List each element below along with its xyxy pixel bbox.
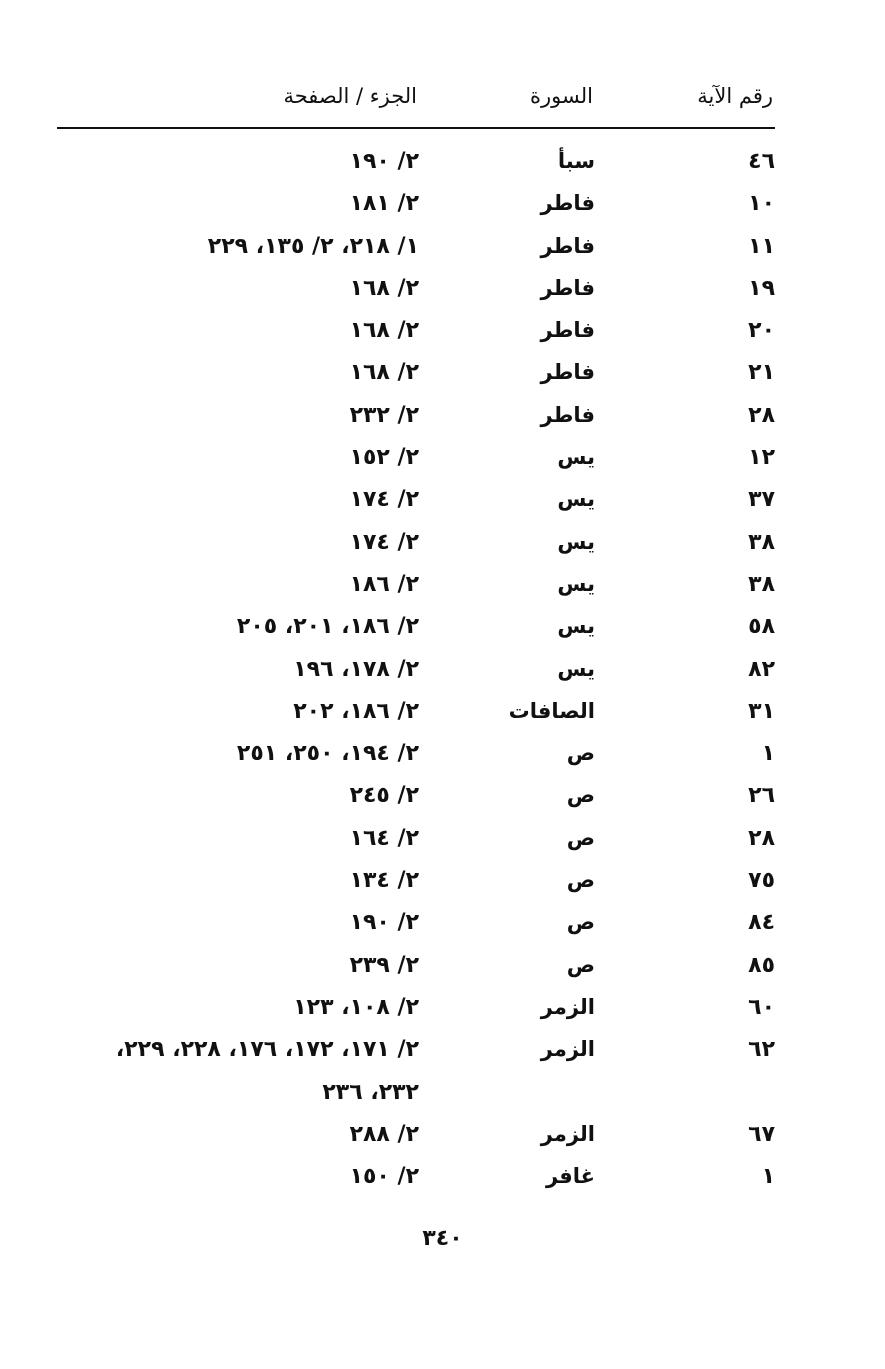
surah-name: فاطر xyxy=(540,360,595,385)
ayah-number: ٨٤ xyxy=(748,910,775,936)
surah-name: فاطر xyxy=(540,318,595,343)
surah-name: ص xyxy=(566,952,595,977)
surah-name: الزمر xyxy=(540,994,595,1019)
volume-page-ref: ٢/ ١٣٤ xyxy=(349,868,419,894)
volume-page-ref: ٢/ ١٨٦، ٢٠١، ٢٠٥ xyxy=(236,614,419,640)
volume-page-ref: ٢/ ١٧١، ١٧٢، ١٧٦، ٢٢٨، ٢٢٩، xyxy=(115,1037,419,1063)
volume-page-ref: ٢/ ٢٣٩ xyxy=(349,952,419,978)
ayah-number: ٤٦ xyxy=(748,149,775,174)
surah-name: يس xyxy=(557,656,595,681)
surah-name: الزمر xyxy=(540,1121,595,1146)
page-number: ٣٤٠ xyxy=(422,1226,463,1251)
volume-page-ref: ٢/ ١٠٨، ١٢٣ xyxy=(293,994,419,1020)
volume-page-ref: ٢/ ٢٣٢ xyxy=(349,402,419,428)
ayah-number: ٨٢ xyxy=(748,656,775,682)
surah-name: فاطر xyxy=(540,191,595,216)
volume-page-ref: ٢/ ١٦٨ xyxy=(349,360,419,386)
ayah-number: ٦٠ xyxy=(748,994,775,1020)
table-row xyxy=(0,610,885,652)
table-row xyxy=(0,1160,885,1202)
ayah-number: ٦٢ xyxy=(748,1037,775,1063)
table-row xyxy=(0,483,885,525)
table-row xyxy=(0,737,885,779)
table-row-continuation xyxy=(0,1076,885,1118)
table-row xyxy=(0,356,885,398)
ayah-number: ١٠ xyxy=(748,191,775,217)
surah-name: ص xyxy=(566,910,595,935)
volume-page-ref: ٢/ ١٦٤ xyxy=(349,825,419,851)
volume-page-ref: ٢/ ٢٤٥ xyxy=(349,783,419,809)
surah-name: يس xyxy=(557,571,595,596)
surah-name: فاطر xyxy=(540,275,595,300)
table-row xyxy=(0,230,885,272)
surah-name: غافر xyxy=(545,1164,595,1189)
table-row xyxy=(0,526,885,568)
table-row xyxy=(0,695,885,737)
surah-name: ص xyxy=(566,868,595,893)
ayah-number: ١ xyxy=(761,741,775,767)
header-divider xyxy=(57,127,775,129)
ayah-number: ٣١ xyxy=(748,698,775,724)
surah-name: يس xyxy=(557,529,595,554)
volume-page-ref: ٢/ ١٩٠ xyxy=(349,910,419,936)
surah-name: سبأ xyxy=(557,149,595,173)
ayah-number: ٢٦ xyxy=(748,783,775,809)
volume-page-ref: ٢/ ١٧٨، ١٩٦ xyxy=(293,656,419,682)
ayah-number: ١ xyxy=(761,1164,775,1190)
volume-page-ref: ٢/ ١٦٨ xyxy=(349,318,419,344)
ayah-number: ٧٥ xyxy=(748,868,775,894)
table-row xyxy=(0,441,885,483)
ayah-number: ٣٨ xyxy=(748,529,775,555)
ayah-number: ٨٥ xyxy=(748,952,775,978)
ayah-column-header: رقم الآية xyxy=(697,84,773,108)
volume-page-ref: ٢/ ١٧٤ xyxy=(349,529,419,555)
table-row xyxy=(0,822,885,864)
volume-page-ref: ٢٣٢، ٢٣٦ xyxy=(322,1079,419,1105)
table-row xyxy=(0,187,885,229)
surah-name: يس xyxy=(557,445,595,470)
ayah-number: ٢٨ xyxy=(748,402,775,428)
surah-name: يس xyxy=(557,614,595,639)
table-row xyxy=(0,906,885,948)
table-row xyxy=(0,1033,885,1075)
table-row xyxy=(0,145,885,187)
table-header xyxy=(0,84,885,120)
table-row xyxy=(0,949,885,991)
ayah-number: ١٢ xyxy=(748,445,775,471)
volume-page-ref: ٢/ ٢٨٨ xyxy=(349,1121,419,1147)
volume-page-ref: ٢/ ١٦٨ xyxy=(349,275,419,301)
table-row xyxy=(0,568,885,610)
volume-page-ref: ٢/ ١٨٦، ٢٠٢ xyxy=(293,698,419,724)
volume-page-ref: ٢/ ١٩٠ xyxy=(349,149,419,174)
table-row xyxy=(0,272,885,314)
volume-page-ref: ٢/ ١٥٠ xyxy=(349,1164,419,1190)
volume-page-ref: ٢/ ١٨٦ xyxy=(349,571,419,597)
surah-name: الزمر xyxy=(540,1037,595,1062)
ayah-number: ١١ xyxy=(748,233,775,259)
ayah-number: ٥٨ xyxy=(748,614,775,640)
surah-name: فاطر xyxy=(540,402,595,427)
volume-page-ref: ١/ ٢١٨، ٢/ ١٣٥، ٢٢٩ xyxy=(207,233,419,259)
volume-page-ref: ٢/ ١٧٤ xyxy=(349,487,419,513)
ayah-number: ٣٧ xyxy=(748,487,775,513)
surah-name: الصافات xyxy=(508,698,595,723)
volume-page-ref: ٢/ ١٩٤، ٢٥٠، ٢٥١ xyxy=(236,741,419,767)
ayah-number: ٦٧ xyxy=(748,1121,775,1147)
volume-page-ref: ٢/ ١٨١ xyxy=(349,191,419,217)
surah-name: فاطر xyxy=(540,233,595,258)
ayah-number: ٢٨ xyxy=(748,825,775,851)
ayah-number: ٢٠ xyxy=(748,318,775,344)
table-row xyxy=(0,779,885,821)
ayah-number: ٣٨ xyxy=(748,571,775,597)
surah-column-header: السورة xyxy=(530,84,593,108)
table-row xyxy=(0,864,885,906)
table-row xyxy=(0,1118,885,1160)
table-row xyxy=(0,314,885,356)
surah-name: يس xyxy=(557,487,595,512)
surah-name: ص xyxy=(566,741,595,766)
surah-name: ص xyxy=(566,825,595,850)
surah-name: ص xyxy=(566,783,595,808)
index-table-body xyxy=(0,145,885,1202)
table-row xyxy=(0,653,885,695)
table-row xyxy=(0,399,885,441)
ayah-number: ٢١ xyxy=(748,360,775,386)
ayah-number: ١٩ xyxy=(748,275,775,301)
page-column-header: الجزء / الصفحة xyxy=(283,84,417,108)
volume-page-ref: ٢/ ١٥٢ xyxy=(349,445,419,471)
table-row xyxy=(0,991,885,1033)
